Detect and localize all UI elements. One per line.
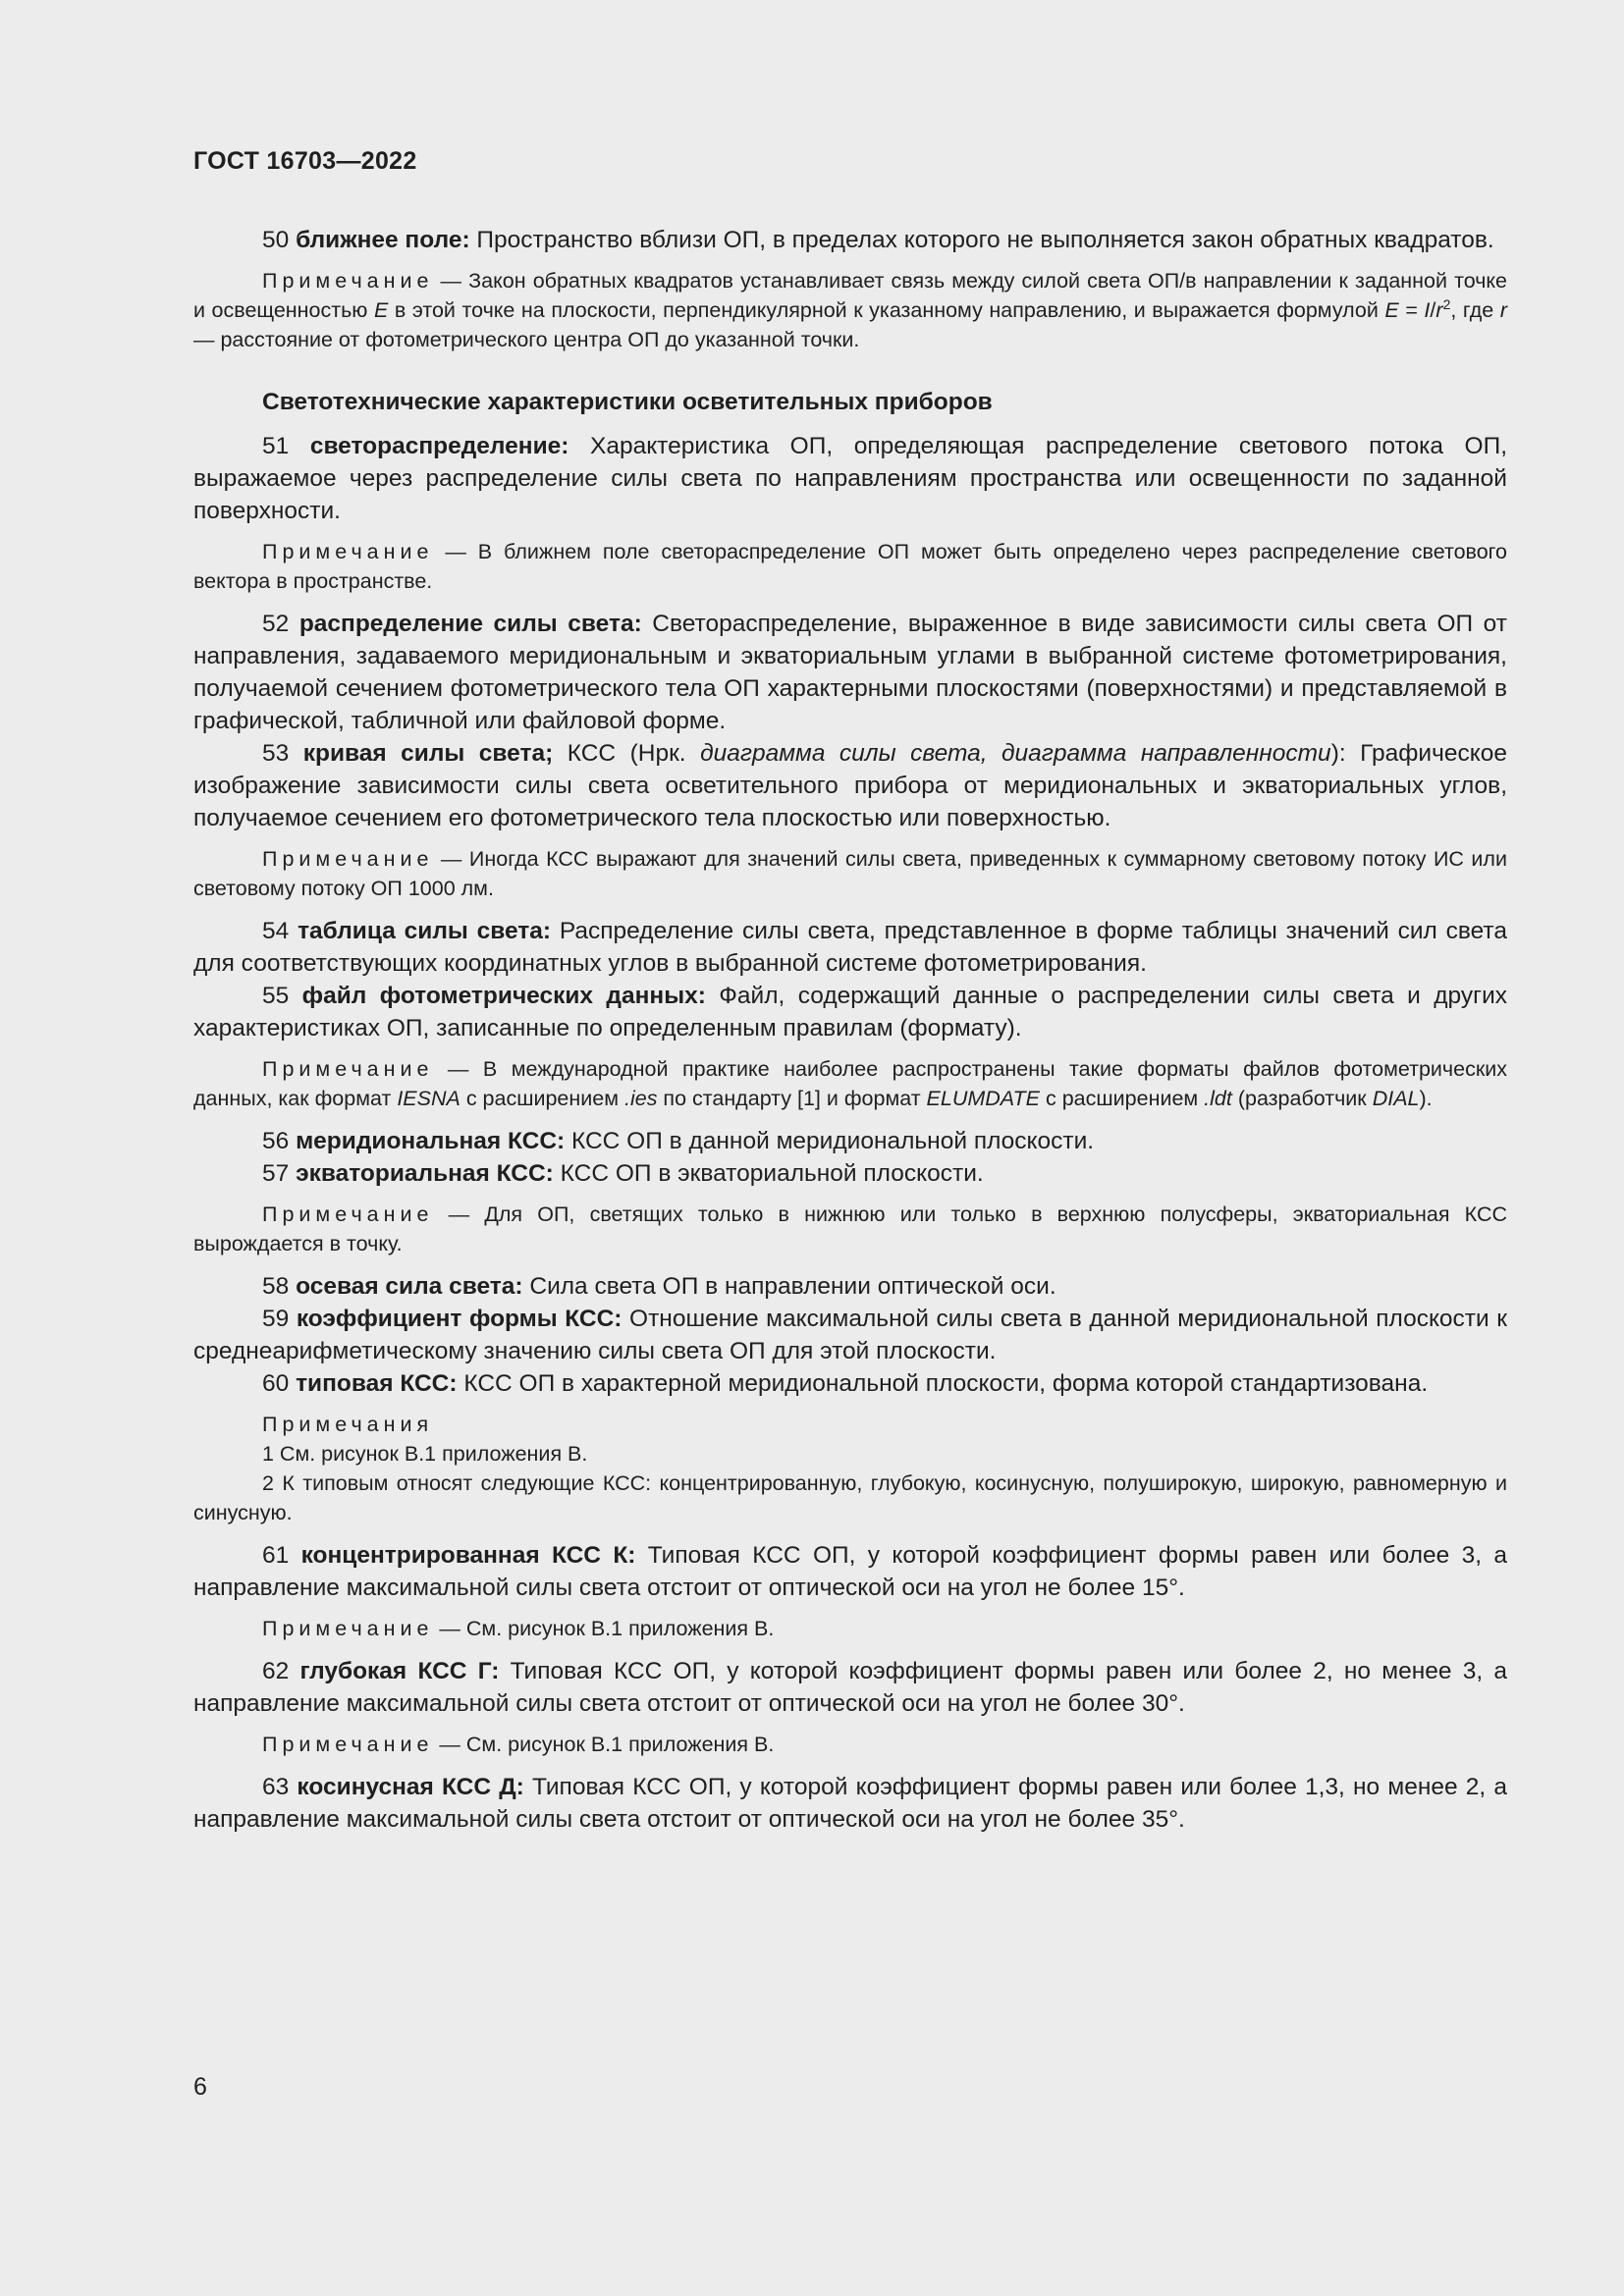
term-52: 52 распределение силы света: Светораспределение, выраженное в виде зависимости силы света ОП от направления, задаваемого меридиональным и экваториальным углами в выбранной системе фотометрирования, получаемой сечением фотометрического тела ОП характерными плоскостями (поверхностями) и представляемой в графической, табличной или файловой форме. [193, 611, 1507, 734]
term-51: 51 светораспределение: Характеристика ОП, определяющая распределение светового потока ОП, выражаемое через распределение силы света по направлениям пространства или освещенности по заданной поверхности. [193, 433, 1508, 524]
term-56-name: меридиональная КСС: [296, 1128, 566, 1154]
note-60-1: 1 См. рисунок В.1 приложения В. [262, 1442, 588, 1466]
note-61: Примечание — См. рисунок В.1 приложения В. [262, 1617, 775, 1640]
term-53-name: кривая силы света; [302, 740, 554, 767]
term-61-name: концентрированная КСС К: [300, 1542, 636, 1569]
note-60-2: 2 К типовым относят следующие КСС: концентрированную, глубокую, косинусную, полуширокую, широкую, равномерную и синусную. [193, 1471, 1507, 1524]
term-60: 60 типовая КСС: КСС ОП в характерной меридиональной плоскости, форма которой стандартизована. [262, 1370, 1429, 1397]
note-51: Примечание — В ближнем поле светораспределение ОП может быть определено через распределение светового вектора в пространстве. [193, 540, 1508, 593]
term-63-name: косинусная КСС Д: [297, 1774, 524, 1800]
note-55: Примечание — В международной практике наиболее распространены такие форматы файлов фотометрических данных, как формат IESNA с расширением .ies по стандарту [1] и формат ELUMDATE с расширением .ldt (разработчик DIAL). [193, 1057, 1507, 1110]
term-52-name: распределение силы света: [298, 611, 642, 637]
term-60-name: типовая КСС: [296, 1370, 458, 1397]
term-54-name: таблица силы света: [298, 918, 552, 944]
term-56: 56 меридиональная КСС: КСС ОП в данной меридиональной плоскости. [262, 1128, 1095, 1154]
term-57: 57 экваториальная КСС: КСС ОП в экваториальной плоскости. [262, 1160, 984, 1187]
term-59: 59 коэффициент формы КСС: Отношение максимальной силы света в данной меридиональной плоскости к среднеарифметическому значению силы света ОП для этой плоскости. [193, 1306, 1507, 1364]
term-50: 50 ближнее поле: Пространство вблизи ОП, в пределах которого не выполняется закон обратных квадратов. [262, 227, 1494, 253]
document-header: ГОСТ 16703—2022 [193, 147, 417, 175]
term-63: 63 косинусная КСС Д: Типовая КСС ОП, у которой коэффициент формы равен или более 1,3, но менее 2, а направление максимальной силы света отстоит от оптической оси на угол не более 35°. [193, 1774, 1507, 1833]
note-57: Примечание — Для ОП, светящих только в нижнюю или только в верхнюю полусферы, экваториальная КСС вырождается в точку. [193, 1202, 1507, 1255]
term-62-name: глубокая КСС Г: [299, 1658, 500, 1684]
term-51-name: светораспределение: [309, 433, 569, 459]
notes-60-label: Примечания [262, 1413, 434, 1436]
term-61: 61 концентрированная КСС К: Типовая КСС ОП, у которой коэффициент формы равен или более 3, а направление максимальной силы света отстоит от оптической оси на угол не более 15°. [193, 1542, 1507, 1601]
page-number: 6 [193, 2073, 207, 2101]
term-58: 58 осевая сила света: Сила света ОП в направлении оптической оси. [262, 1273, 1056, 1300]
note-label: Примечание [262, 269, 434, 293]
term-57-name: экваториальная КСС: [296, 1160, 554, 1187]
term-62: 62 глубокая КСС Г: Типовая КСС ОП, у которой коэффициент формы равен или более 2, но менее 3, а направление максимальной силы света отстоит от оптической оси на угол не более 30°. [193, 1658, 1508, 1717]
term-53: 53 кривая силы света; КСС (Нрк. диаграмма силы света, диаграмма направленности): Графическое изображение зависимости силы света осветительного прибора от меридиональных и экваториальных углов, получаемое сечением его фотометрического тела плоскостью или поверхностью. [193, 740, 1508, 831]
document-body [193, 224, 1507, 1836]
term-50-name: ближнее поле: [296, 227, 470, 253]
term-58-name: осевая сила света: [296, 1273, 523, 1300]
note-53: Примечание — Иногда КСС выражают для значений силы света, приведенных к суммарному световому потоку ИС или световому потоку ОП 1000 лм. [193, 847, 1507, 900]
note-62: Примечание — См. рисунок В.1 приложения В. [262, 1733, 775, 1756]
term-59-name: коэффициент формы КСС: [296, 1306, 623, 1332]
note-50: Примечание — Закон обратных квадратов устанавливает связь между силой света ОП/в направлении к заданной точке и освещенностью E в этой точке на плоскости, перпендикулярной к указанному направлению, и выражается формулой $E = I/r^2$, где r — расстояние от фотометрического центра ОП до указанной точки. [193, 269, 1508, 351]
term-55-name: файл фотометрических данных: [301, 983, 706, 1009]
section-title: Светотехнические характеристики осветительных приборов [262, 389, 993, 415]
term-54: 54 таблица силы света: Распределение силы света, представленное в форме таблицы значений сил света для соответствующих координатных углов в выбранной системе фотометрирования. [193, 918, 1507, 977]
term-55: 55 файл фотометрических данных: Файл, содержащий данные о распределении силы света и других характеристиках ОП, записанные по определенным правилам (формату). [193, 983, 1508, 1041]
